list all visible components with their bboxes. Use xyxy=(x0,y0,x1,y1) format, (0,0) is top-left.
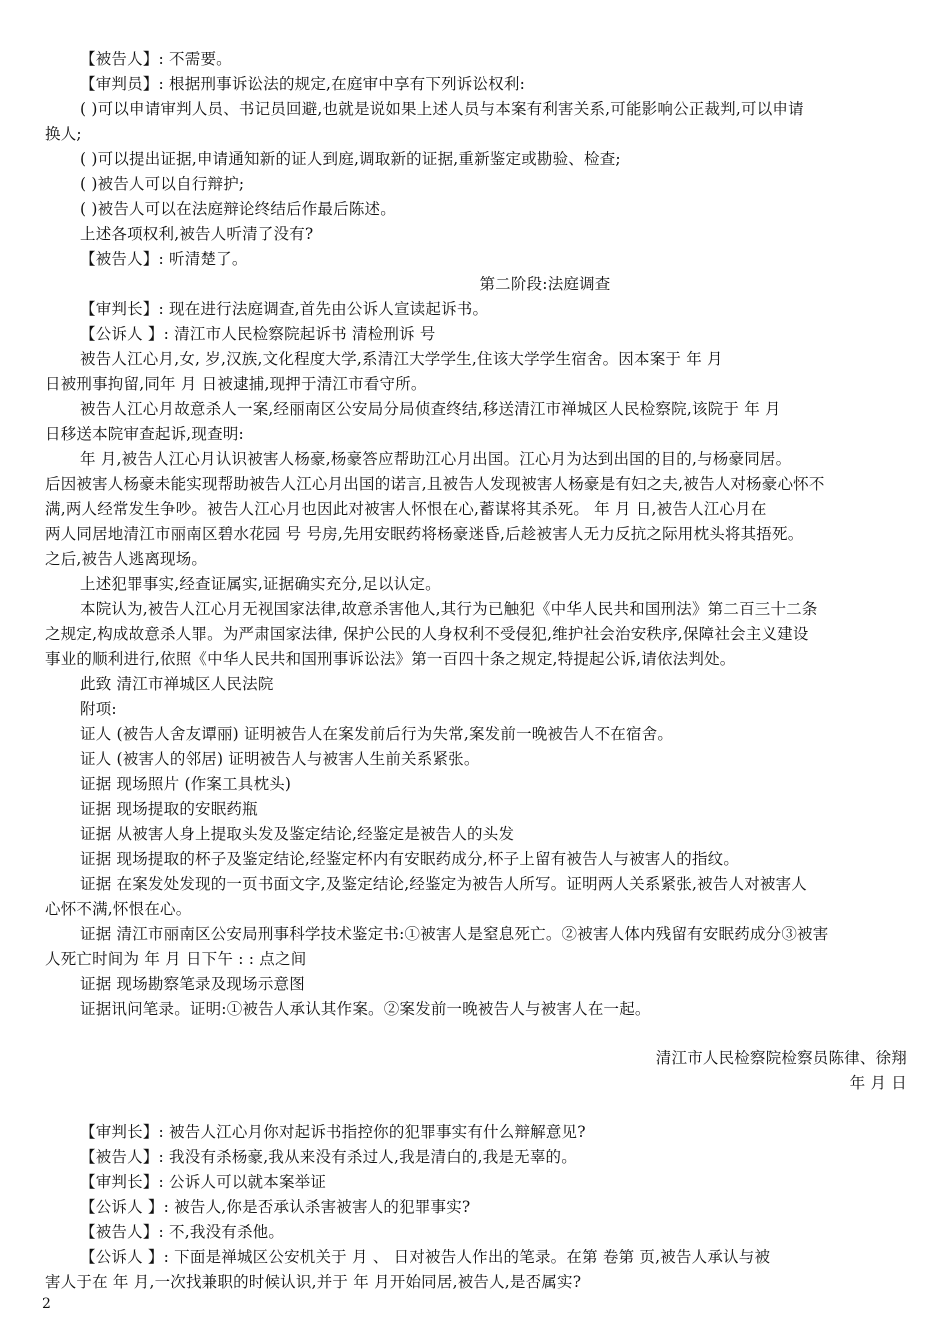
text-line: 上述犯罪事实,经查证属实,证据确实充分,足以认定。 xyxy=(80,575,441,593)
text-line: 【被告人】: 不,我没有杀他。 xyxy=(80,1223,285,1241)
text-line: 证据 从被害人身上提取头发及鉴定结论,经鉴定是被告人的头发 xyxy=(80,825,515,843)
text-line: 日被刑事拘留,同年 月 日被逮捕,现押于清江市看守所。 xyxy=(45,375,427,393)
text-line: 后因被害人杨豪未能实现帮助被告人江心月出国的诺言,且被告人发现被害人杨豪是有妇之夫,被告人对杨豪心怀不 xyxy=(45,475,825,493)
page-number: 2 xyxy=(42,1296,51,1312)
text-line: 被告人江心月,女, 岁,汉族,文化程度大学,系清江大学学生,住该大学学生宿舍。因本案于 年 月 xyxy=(80,350,723,368)
text-line: 证据 现场照片 (作案工具枕头) xyxy=(80,775,292,793)
text-line: ( )被告人可以在法庭辩论终结后作最后陈述。 xyxy=(80,200,396,218)
text-line: 之后,被告人逃离现场。 xyxy=(45,550,208,568)
text-line: 【审判长】: 现在进行法庭调查,首先由公诉人宣读起诉书。 xyxy=(80,300,489,318)
text-line: 第二阶段:法庭调查 xyxy=(479,275,611,293)
text-line: 此致 清江市禅城区人民法院 xyxy=(80,675,274,693)
text-line: 【审判长】: 被告人江心月你对起诉书指控你的犯罪事实有什么辩解意见? xyxy=(80,1123,586,1141)
text-line: 被告人江心月故意杀人一案,经丽南区公安局分局侦查终结,移送清江市禅城区人民检察院,该院于 年 月 xyxy=(80,400,781,418)
text-line: 【审判长】: 公诉人可以就本案举证 xyxy=(80,1173,327,1191)
text-line: ( )可以申请审判人员、书记员回避,也就是说如果上述人员与本案有利害关系,可能影响公正裁判,可以申请 xyxy=(80,100,804,118)
text-line: 【审判员】: 根据刑事诉讼法的规定,在庭审中享有下列诉讼权利: xyxy=(80,75,526,93)
text-line: 心怀不满,怀恨在心。 xyxy=(45,900,192,918)
text-line: 【公诉人 】: 清江市人民检察院起诉书 清检刑诉 号 xyxy=(80,325,436,343)
text-line: 换人; xyxy=(45,125,82,143)
text-line: ( )被告人可以自行辩护; xyxy=(80,175,245,193)
text-line: 满,两人经常发生争吵。被告人江心月也因此对被害人怀恨在心,蓄谋将其杀死。 年 月 日,被告人江心月在 xyxy=(45,500,767,518)
text-line: 【被告人】: 我没有杀杨豪,我从来没有杀过人,我是清白的,我是无辜的。 xyxy=(80,1148,577,1166)
text-line: 害人于在 年 月,一次找兼职的时候认识,并于 年 月开始同居,被告人,是否属实? xyxy=(45,1273,582,1291)
text-line: 【公诉人 】: 下面是禅城区公安机关于 月 、 日对被告人作出的笔录。在第 卷第 页,被告人承认与被 xyxy=(80,1248,771,1266)
text-line: 两人同居地清江市丽南区碧水花园 号 号房,先用安眠药将杨豪迷昏,后趁被害人无力反抗之际用枕头将其捂死。 xyxy=(45,525,804,543)
text-line: 证据 现场勘察笔录及现场示意图 xyxy=(80,975,305,993)
text-line: ( )可以提出证据,申请通知新的证人到庭,调取新的证据,重新鉴定或勘验、检查; xyxy=(80,150,621,168)
text-line: 【公诉人 】: 被告人,你是否承认杀害被害人的犯罪事实? xyxy=(80,1198,471,1216)
text-line: 事业的顺利进行,依照《中华人民共和国刑事诉讼法》第一百四十条之规定,特提起公诉,请依法判处。 xyxy=(45,650,736,668)
text-line: 证人 (被害人的邻居) 证明被告人与被害人生前关系紧张。 xyxy=(80,750,480,768)
text-line: 证据讯问笔录。证明:①被告人承认其作案。②案发前一晚被告人与被害人在一起。 xyxy=(80,1000,651,1018)
text-line: 年 月 日 xyxy=(849,1074,907,1092)
text-line: 日移送本院审查起诉,现查明: xyxy=(45,425,244,443)
text-line: 之规定,构成故意杀人罪。为严肃国家法律, 保护公民的人身权利不受侵犯,维护社会治安秩序,保障社会主义建设 xyxy=(45,625,809,643)
text-line: 上述各项权利,被告人听清了没有? xyxy=(80,225,314,243)
text-line: 证据 现场提取的杯子及鉴定结论,经鉴定杯内有安眠药成分,杯子上留有被告人与被害人的指纹。 xyxy=(80,850,740,868)
text-line: 【被告人】: 听清楚了。 xyxy=(80,250,248,268)
text-line: 年 月,被告人江心月认识被害人杨豪,杨豪答应帮助江心月出国。江心月为达到出国的目的,与杨豪同居。 xyxy=(80,450,792,468)
text-line: 清江市人民检察院检察员陈律、徐翔 xyxy=(655,1049,907,1067)
text-line: 证据 在案发处发现的一页书面文字,及鉴定结论,经鉴定为被告人所写。证明两人关系紧张,被告人对被害人 xyxy=(80,875,808,893)
text-line: 附项: xyxy=(80,700,117,718)
text-line: 人死亡时间为 年 月 日下午 : : 点之间 xyxy=(45,950,307,968)
text-line: 证据 清江市丽南区公安局刑事科学技术鉴定书:①被害人是窒息死亡。②被害人体内残留有安眠药成分③被害 xyxy=(80,925,829,943)
text-line: 【被告人】: 不需要。 xyxy=(80,50,232,68)
text-line: 证据 现场提取的安眠药瓶 xyxy=(80,800,258,818)
text-line: 证人 (被告人舍友谭丽) 证明被告人在案发前后行为失常,案发前一晚被告人不在宿舍。 xyxy=(80,725,674,743)
text-line: 本院认为,被告人江心月无视国家法律,故意杀害他人,其行为已触犯《中华人民共和国刑法》第二百三十二条 xyxy=(80,600,818,618)
